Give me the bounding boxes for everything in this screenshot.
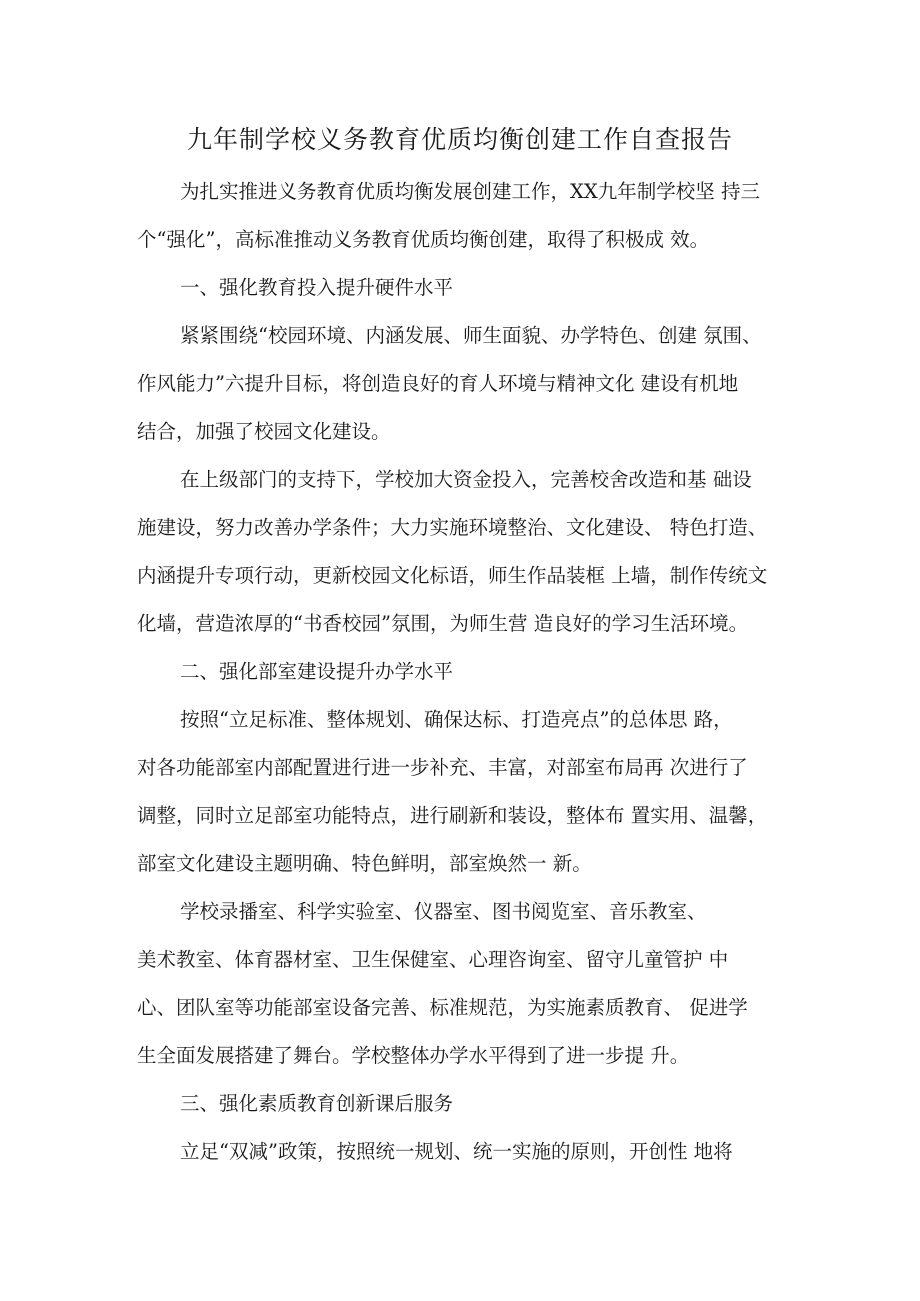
paragraph-line: 调整，同时立足部室功能特点，进行刷新和装设，整体布 置实用、温馨， <box>137 804 768 827</box>
paragraph-line: 在上级部门的支持下，学校加大资金投入，完善校舍改造和基 础设 <box>180 468 752 491</box>
paragraph-line: 为扎实推进义务教育优质均衡发展创建工作，XX九年制学校坚 持三 <box>180 180 760 203</box>
paragraph-line: 施建设，努力改善办学条件；大力实施环境整治、文化建设、 特色打造、 <box>137 516 768 539</box>
paragraph-line: 部室文化建设主题明确、特色鲜明，部室焕然一 新。 <box>137 852 592 875</box>
section-heading-1: 一、强化教育投入提升硬件水平 <box>180 276 454 299</box>
paragraph-line: 美术教室、体育器材室、卫生保健室、心理咨询室、留守儿童管护 中 <box>137 948 729 971</box>
paragraph-line: 个“强化”，高标准推动义务教育优质均衡创建，取得了积极成 效。 <box>137 228 710 251</box>
document-title: 九年制学校义务教育优质均衡创建工作自查报告 <box>186 125 733 154</box>
section-heading-3: 三、强化素质教育创新课后服务 <box>180 1092 454 1115</box>
section-heading-2: 二、强化部室建设提升办学水平 <box>180 660 454 683</box>
paragraph-line: 生全面发展搭建了舞台。学校整体办学水平得到了进一步提 升。 <box>137 1044 690 1067</box>
paragraph-line: 心、团队室等功能部室设备完善、标准规范，为实施素质教育、 促进学 <box>137 996 748 1019</box>
paragraph-line: 内涵提升专项行动，更新校园文化标语，师生作品装框 上墙，制作传统文 <box>137 564 768 587</box>
paragraph-line: 立足“双减”政策，按照统一规划、统一实施的原则，开创性 地将 <box>180 1140 733 1163</box>
paragraph-line: 按照“立足标准、整体规划、确保达标、打造亮点”的总体思 路， <box>180 708 733 731</box>
paragraph-line: 对各功能部室内部配置进行进一步补充、丰富，对部室布局再 次进行了 <box>137 756 748 779</box>
paragraph-line: 化墙，营造浓厚的“书香校园”氛围，为师生营 造良好的学习生活环境。 <box>137 612 749 635</box>
paragraph-line: 紧紧围绕“校园环境、内涵发展、师生面貌、办学特色、创建 氛围、 <box>180 324 762 347</box>
paragraph-line: 学校录播室、科学实验室、仪器室、图书阅览室、音乐教室、 <box>180 900 707 923</box>
paragraph-line: 作风能力”六提升目标，将创造良好的育人环境与精神文化 建设有机地 <box>137 372 739 395</box>
paragraph-line: 结合，加强了校园文化建设。 <box>137 420 391 443</box>
